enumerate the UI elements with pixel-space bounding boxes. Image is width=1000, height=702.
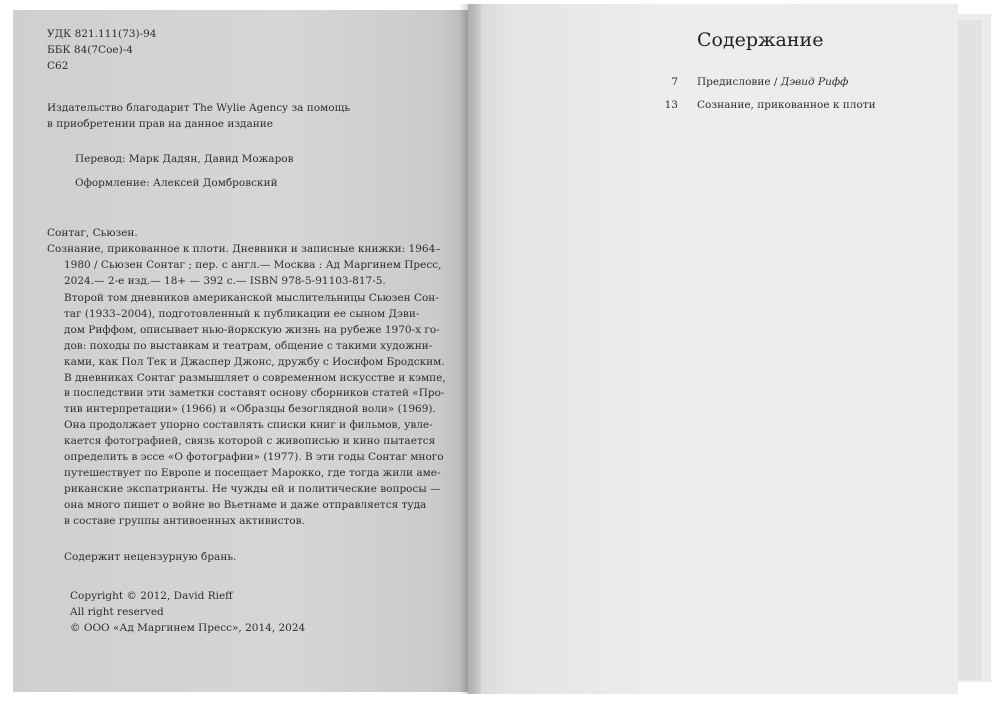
annotation-line: она много пишет о войне во Вьетнаме и даже отправляется туда xyxy=(64,498,427,511)
bbk-code: ББК 84(7Сое)-4 xyxy=(47,43,133,56)
toc-entry-title: Сознание, прикованное к плоти xyxy=(697,99,876,111)
content-warning: Содержит нецензурную брань. xyxy=(64,551,237,563)
toc-entry-author: Дэвид Рифф xyxy=(780,76,849,88)
annotation-line: Она продолжает упорно составлять списки книг и фильмов, увле- xyxy=(64,419,433,432)
book-spine-shadow xyxy=(459,4,481,694)
acknowledgement-line: в приобретении прав на данное издание xyxy=(47,117,273,130)
toc-entry xyxy=(697,74,848,90)
annotation-line: дом Риффом, описывает нью-йоркскую жизнь на рубеже 1970-х го- xyxy=(64,323,440,336)
toc-entry xyxy=(697,97,876,113)
copyright-line: Copyright © 2012, David Rieff xyxy=(70,590,233,602)
toc-page-number: 13 xyxy=(664,99,678,111)
translation-credit: Перевод: Марк Дадян, Давид Можаров xyxy=(75,153,294,165)
author-mark: С62 xyxy=(47,59,69,72)
copyright-line: © ООО «Ад Маргинем Пресс», 2014, 2024 xyxy=(70,621,306,634)
annotation-line: риканские экспатрианты. Не чужды ей и политические вопросы — xyxy=(64,482,441,495)
annotation-line: тив интерпретации» (1966) и «Образцы безоглядной воли» (1969). xyxy=(64,403,436,416)
toc-entry-title: Предисловие / xyxy=(697,76,781,88)
catalog-line: Сознание, прикованное к плоти. Дневники и записные книжки: 1964– xyxy=(47,242,441,255)
catalog-line: 2024.— 2-е изд.— 18+ — 392 с.— ISBN 978-5-91103-817-5. xyxy=(64,274,386,287)
catalog-line: 1980 / Сьюзен Сонтаг ; пер. с англ.— Москва : Ад Маргинем Пресс, xyxy=(64,258,442,271)
annotation-line: В дневниках Сонтаг размышляет о современном искусстве и кэмпе, xyxy=(64,371,446,384)
annotation-line: кается фотографией, связь которой с живописью и кино пытается xyxy=(64,435,436,448)
annotation-line: определить в эссе «О фотографии» (1977). В эти годы Сонтаг много xyxy=(64,451,444,464)
annotation-line: ками, как Пол Тек и Джаспер Джонс, дружбу с Иосифом Бродским. xyxy=(64,355,445,368)
annotation-line: путешествует по Европе и посещает Марокко, где тогда жили аме- xyxy=(64,466,441,479)
annotation xyxy=(64,291,446,530)
catalog-record xyxy=(47,226,441,290)
catalog-author: Сонтаг, Сьюзен. xyxy=(47,227,138,239)
udk-code: УДК 821.111(73)-94 xyxy=(47,28,157,40)
acknowledgement-line: Издательство благодарит The Wylie Agency за помощь xyxy=(47,102,351,114)
toc-page-number: 7 xyxy=(671,76,678,88)
annotation-line: в последствии эти заметки составят основу сборников статей «Про- xyxy=(64,387,445,400)
imprint-block xyxy=(47,27,156,75)
design-credit: Оформление: Алексей Домбровский xyxy=(75,177,278,189)
toc-title: Содержание xyxy=(697,29,824,51)
annotation-line: в составе группы антивоенных активистов. xyxy=(64,514,305,527)
page-stack-edge-inner xyxy=(955,20,982,680)
annotation-line: таг (1933–2004), подготовленный к публикации ее сыном Дэви- xyxy=(64,307,420,320)
acknowledgement xyxy=(47,101,350,133)
annotation-line: Второй том дневников американской мыслительницы Сьюзен Сон- xyxy=(64,292,439,304)
copyright-line: All right reserved xyxy=(70,605,164,618)
annotation-line: дов: походы по выставкам и театрам, общение с такими художни- xyxy=(64,339,433,352)
copyright-block xyxy=(70,589,305,637)
